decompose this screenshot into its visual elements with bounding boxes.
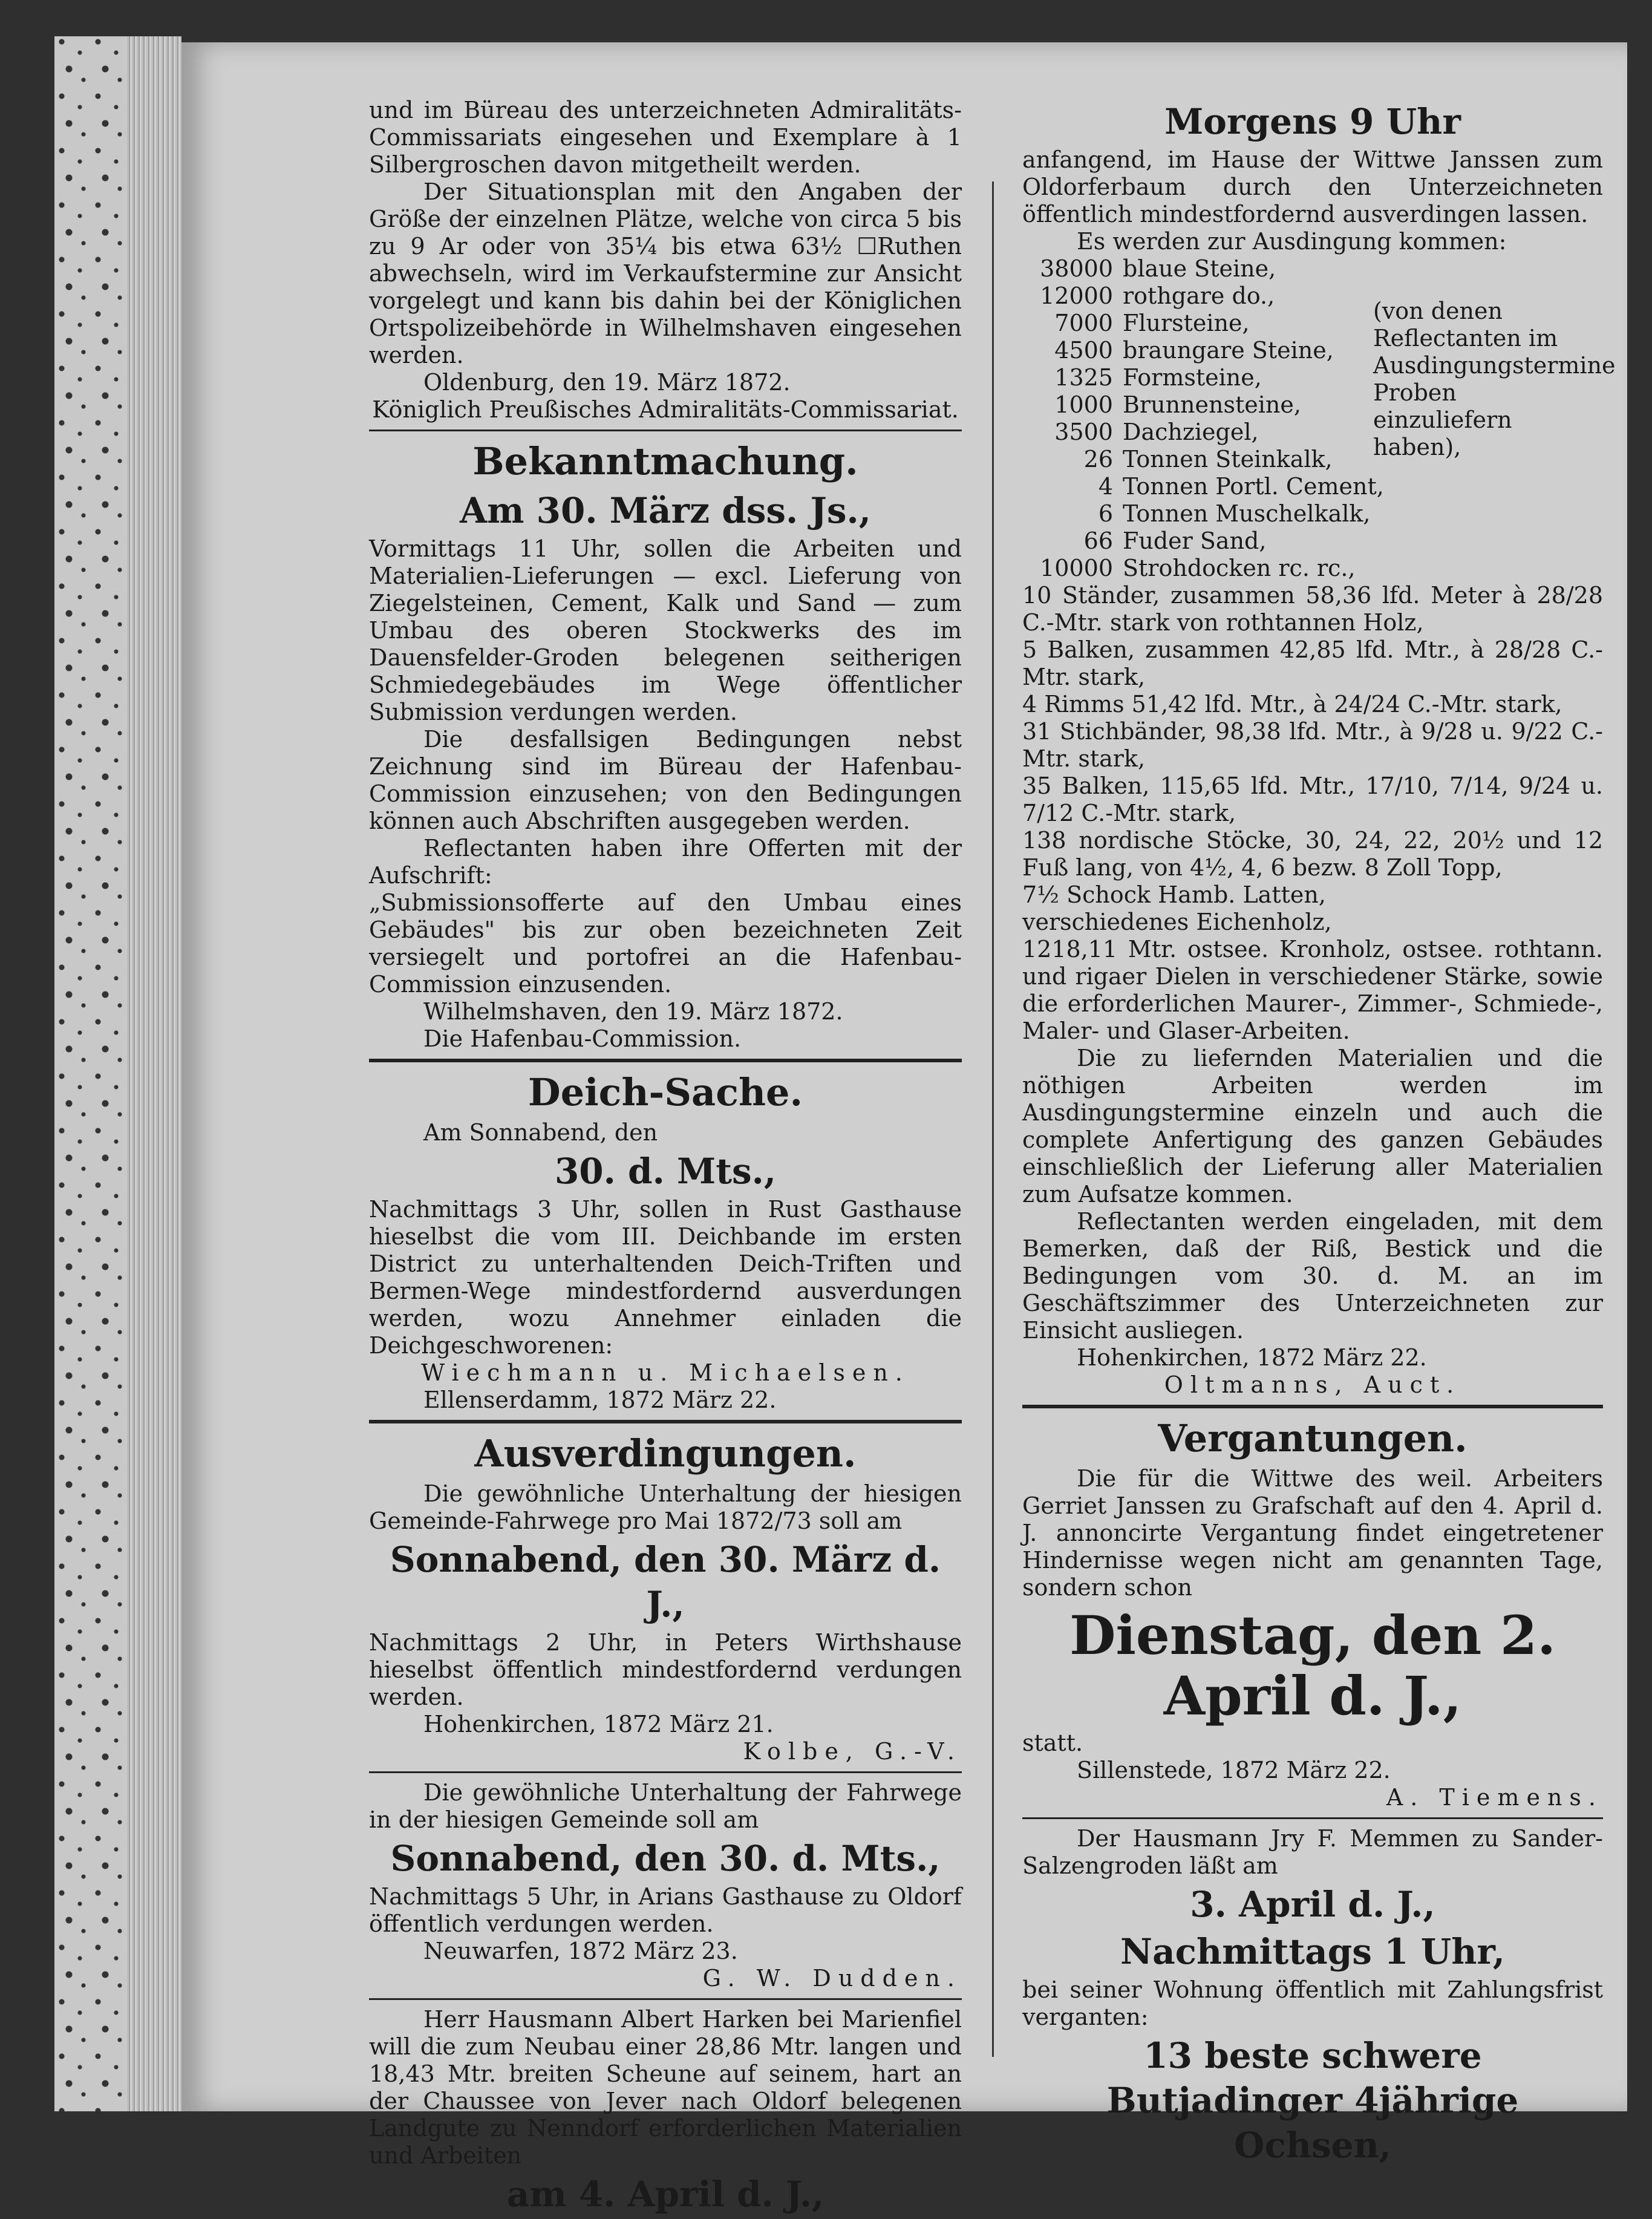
text-block: anfangend, im Hause der Wittwe Janssen zum Oldorferbaum durch den Unterzeichneten öffentlich mindestfordernd ausverdingen lassen. (1022, 146, 1603, 227)
text-block: Nachmittags 5 Uhr, in Arians Gasthause zu Oldorf öffentlich verdungen werden. (369, 1883, 962, 1937)
materials-list (1022, 255, 1616, 582)
date-line: Wilhelmshaven, den 19. März 1872. (423, 998, 843, 1025)
material-name: Fuder Sand, (1123, 528, 1267, 554)
text-block: Reflectanten werden eingeladen, mit dem Bemerken, daß der Riß, Bestick und die Bedingungen vom 30. d. M. an im Geschäftszimmer des Unterzeichneten zur Einsicht ausliegen. (1022, 1208, 1603, 1344)
date-line: Sillenstede, 1872 März 22. (1077, 1757, 1391, 1783)
text-block: Die gewöhnliche Unterhaltung der hiesigen Gemeinde-Fahrwege pro Mai 1872/73 soll am (369, 1480, 962, 1534)
text-block: Herr Hausmann Albert Harken bei Marienfiel will die zum Neubau einer 28,86 Mtr. langen und 18,43 Mtr. breiten Scheune auf seinem, hart an der Chaussee von Jever nach Oldorf belegenen Landgute zu Nenndorf erforderlichen Materialien und Arbeiten (369, 2006, 962, 2169)
material-quantity: 7000 (1054, 310, 1113, 336)
material-quantity: 3500 (1054, 419, 1113, 445)
date-line: Hohenkirchen, 1872 März 22. (1077, 1344, 1427, 1371)
material-name: Dachziegel, (1123, 419, 1259, 445)
subheading: Sonnabend, den 30. März d. J., (390, 1539, 941, 1625)
text-block: Nachmittags 2 Uhr, in Peters Wirthshause hieselbst öffentlich mindestfordernd verdungen werden. (369, 1629, 962, 1710)
signature: A. Tiemens. (1386, 1784, 1603, 1811)
divider (1022, 1817, 1603, 1819)
material-name: rothgare do., (1123, 283, 1275, 309)
text-block: und im Büreau des unterzeichneten Admiralitäts-Commissariats eingesehen und Exemplare à 1 Silbergroschen davon mitgetheilt werden. (369, 97, 962, 178)
signature: G. W. Dudden. (702, 1965, 962, 1992)
text-block: Nachmittags 3 Uhr, sollen in Rust Gasthause hieselbst die vom III. Deichbande im ersten District zu unterhaltenden Deich-Triften und Bermen-Wege mindestfordernd ausverdungen werden, wozu Annehmer einladen die Deichgeschworenen: (369, 1196, 962, 1359)
material-quantity: 66 (1083, 528, 1113, 554)
date-line: Hohenkirchen, 1872 März 21. (423, 1711, 774, 1737)
material-name: Tonnen Steinkalk, (1123, 446, 1333, 472)
subheading: 3. April d. J., (1190, 1884, 1435, 1925)
text-block: Die desfallsigen Bedingungen nebst Zeichnung sind im Büreau der Hafenbau-Commission einzusehen; von den Bedingungen können auch Abschriften ausgegeben werden. (369, 726, 962, 834)
date-line: Ellenserdamm, 1872 März 22. (423, 1387, 777, 1413)
text-block: Die zu liefernden Materialien und die nöthigen Arbeiten werden im Ausdingungstermine einzeln und auch die complete Anfertigung des ganzen Gebäudes einschließlich der Lieferung aller Materialien zum Aufsatze kommen. (1022, 1045, 1603, 1208)
text-block: Es werden zur Ausdingung kommen: (1077, 228, 1507, 255)
material-quantity: 1000 (1054, 391, 1113, 418)
text-block: Der Situationsplan mit den Angaben der Größe der einzelnen Plätze, welche von circa 5 bis zu 9 Ar oder von 35¼ bis etwa 63½ ☐Ruthen abwechseln, wird im Verkaufstermine zur Ansicht vorgelegt und kann bis dahin bei der Königlichen Ortspolizeibehörde in Wilhelmshaven eingesehen werden. (369, 178, 962, 368)
text-block: bei seiner Wohnung öffentlich mit Zahlungsfrist verganten: (1022, 1976, 1603, 2030)
text-block: 7½ Schock Hamb. Latten, (1022, 881, 1326, 908)
material-name: blaue Steine, (1123, 255, 1276, 282)
material-quantity: 4 (1098, 473, 1113, 500)
material-name: Brunnensteine, (1123, 391, 1301, 418)
divider (369, 1998, 962, 2000)
subheading: 13 beste schwere Butjadinger 4jährige Ochsen, (1106, 2035, 1519, 2166)
material-row (1022, 500, 1603, 528)
text-block: 1218,11 Mtr. ostsee. Kronholz, ostsee. rothtann. und rigaer Dielen in verschiedener Stärke, sowie die erforderlichen Maurer-, Zimmer-, Schmiede-, Maler- und Glaser-Arbeiten. (1022, 936, 1603, 1044)
text-block: „Submissionsofferte auf den Umbau eines Gebäudes" bis zur oben bezeichneten Zeit versiegelt und portofrei an die Hafenbau-Commission einzusenden. (369, 889, 962, 998)
subheading: am 4. April d. J., (506, 2174, 824, 2215)
text-block: 5 Balken, zusammen 42,85 lfd. Mtr., à 28/28 C.-Mtr. stark, (1022, 636, 1603, 690)
signature: Wiechmann u. Michaelsen. (421, 1359, 910, 1386)
signature: Kolbe, G.-V. (743, 1738, 962, 1765)
left-column (369, 97, 962, 2219)
text-block: verschiedenes Eichenholz, (1022, 909, 1332, 935)
material-name: Formsteine, (1123, 364, 1262, 391)
date-line: Oldenburg, den 19. März 1872. (423, 369, 791, 396)
material-quantity: 1325 (1054, 364, 1113, 391)
text-block: 35 Balken, 115,65 lfd. Mtr., 17/10, 7/14, 9/24 u. 7/12 C.-Mtr. stark, (1022, 773, 1603, 826)
subheading: Dienstag, den 2. April d. J., (1069, 1604, 1556, 1727)
divider (369, 1059, 962, 1062)
divider (369, 1771, 962, 1773)
divider (369, 430, 962, 431)
heading: Deich-Sache. (527, 1070, 803, 1114)
text-block: Vormittags 11 Uhr, sollen die Arbeiten und Materialien-Lieferungen — excl. Lieferung von Ziegelsteinen, Cement, Kalk und Sand — zum Umbau des oberen Stockwerks des im Dauensfelder-Groden belegenen seitherigen Schmiedegebäudes im Wege öffentlicher Submission verdungen werden. (369, 535, 962, 725)
marbled-edge (54, 36, 127, 2111)
heading: Ausverdingungen. (474, 1431, 857, 1476)
subheading: Sonnabend, den 30. d. Mts., (390, 1838, 941, 1879)
text-block: 138 nordische Stöcke, 30, 24, 22, 20½ und 12 Fuß lang, von 4½, 4, 6 bezw. 8 Zoll Topp, (1022, 827, 1603, 881)
material-quantity: 26 (1083, 446, 1113, 472)
right-column (1022, 97, 1616, 2170)
material-row (1022, 255, 1603, 283)
text-block: 4 Rimms 51,42 lfd. Mtr., à 24/24 C.-Mtr. stark, (1022, 691, 1562, 717)
material-name: Tonnen Portl. Cement, (1123, 473, 1384, 500)
material-name: Tonnen Muschelkalk, (1123, 500, 1371, 527)
text-block: 31 Stichbänder, 98,38 lfd. Mtr., à 9/28 u. 9/22 C.-Mtr. stark, (1022, 718, 1603, 772)
heading: Vergantungen. (1158, 1416, 1468, 1460)
signature: Oltmanns, Auct. (1164, 1371, 1461, 1398)
material-name: braungare Steine, (1123, 337, 1334, 364)
material-row (1022, 528, 1603, 555)
text-block: statt. (1022, 1730, 1083, 1756)
heading: Morgens 9 Uhr (1164, 101, 1461, 142)
text-block: Der Hausmann Jry F. Memmen zu Sander-Salzengroden läßt am (1022, 1825, 1603, 1879)
subheading: Nachmittags 1 Uhr, (1120, 1931, 1505, 1972)
divider (1022, 1405, 1603, 1408)
text-block: 10 Ständer, zusammen 58,36 lfd. Meter à 28/28 C.-Mtr. stark von rothtannen Holz, (1022, 582, 1603, 636)
text-block: Am Sonnabend, den (423, 1119, 658, 1146)
material-quantity: 12000 (1040, 283, 1113, 309)
material-quantity: 6 (1098, 500, 1113, 527)
text-block: Die für die Wittwe des weil. Arbeiters Gerriet Janssen zu Grafschaft auf den 4. April d. J. annoncirte Vergantung findet eingetretener Hindernisse wegen nicht am genannten Tage, sondern schon (1022, 1465, 1603, 1601)
material-name: Flursteine, (1123, 310, 1250, 336)
subheading: Am 30. März dss. Js., (460, 490, 871, 531)
material-row (1022, 555, 1603, 582)
signature: Die Hafenbau-Commission. (423, 1025, 742, 1052)
divider (369, 1420, 962, 1423)
material-quantity: 38000 (1040, 255, 1113, 282)
text-block: Die gewöhnliche Unterhaltung der Fahrwege in der hiesigen Gemeinde soll am (369, 1779, 962, 1833)
brace-note: (von denen Reflectanten im Ausdingungstermine Proben einzuliefern haben), (1373, 298, 1616, 460)
material-quantity: 10000 (1040, 555, 1113, 581)
signature: Königlich Preußisches Admiralitäts-Commissariat. (372, 396, 959, 423)
heading: Bekanntmachung. (472, 439, 858, 483)
material-quantity: 4500 (1054, 337, 1113, 364)
date-line: Neuwarfen, 1872 März 23. (423, 1938, 738, 1964)
text-block: Reflectanten haben ihre Offerten mit der Aufschrift: (369, 835, 962, 889)
material-name: Strohdocken rc. rc., (1123, 555, 1356, 581)
subheading: 30. d. Mts., (554, 1151, 777, 1192)
column-divider (992, 181, 994, 2057)
material-row (1022, 473, 1603, 500)
